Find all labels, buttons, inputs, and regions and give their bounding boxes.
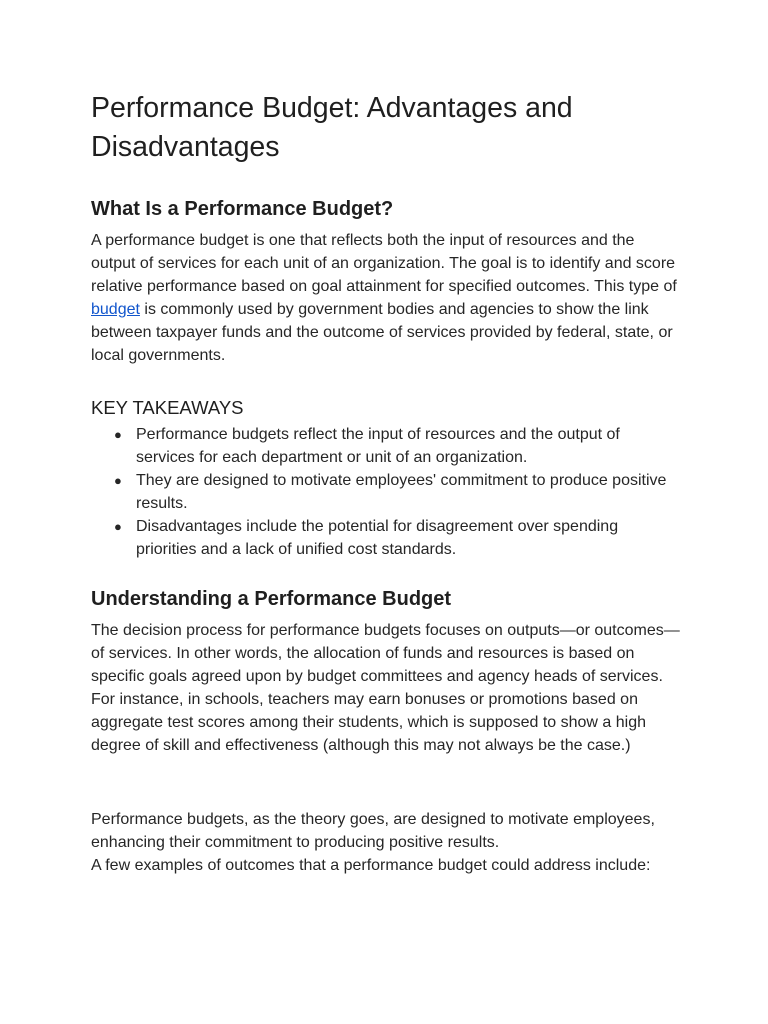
understanding-paragraph: The decision process for performance budgets focuses on outputs—or outcomes—of services. In other words, the allocation of funds and resources is based on specific goals agreed upon by budget committees and agency heads of services. For instance, in schools, teachers may earn bonuses or promotions based on aggregate test scores among their students, which is supposed to show a high degree of skill and effectiveness (although this may not always be the case.) bbox=[91, 622, 680, 754]
bullet-icon: ● bbox=[114, 519, 122, 534]
budget-link[interactable]: budget bbox=[91, 301, 140, 318]
section-heading-what-is: What Is a Performance Budget? bbox=[91, 198, 394, 220]
list-item bbox=[91, 469, 681, 515]
list-item-text: Performance budgets reflect the input of resources and the output of services for each department or unit of an organization. bbox=[136, 426, 620, 466]
bullet-icon: ● bbox=[114, 473, 122, 488]
key-takeaways-list bbox=[91, 423, 681, 561]
intro-text-end: is commonly used by government bodies and agencies to show the link between taxpayer funds and the outcome of services provided by federal, state, or local governments. bbox=[91, 301, 673, 364]
section-heading-understanding: Understanding a Performance Budget bbox=[91, 588, 452, 610]
intro-paragraph bbox=[91, 229, 681, 367]
intro-text-start: A performance budget is one that reflects both the input of resources and the output of services for each unit of an organization. The goal is to identify and score relative performance based on goal attainment for specified outcomes. This type of bbox=[91, 232, 677, 295]
key-takeaways-heading: KEY TAKEAWAYS bbox=[91, 397, 244, 418]
list-item-text: Disadvantages include the potential for disagreement over spending priorities and a lack of unified cost standards. bbox=[136, 518, 619, 558]
motivation-paragraph: Performance budgets, as the theory goes, are designed to motivate employees, enhancing their commitment to producing positive results. bbox=[91, 811, 655, 851]
document-title: Performance Budget: Advantages and Disadvantages bbox=[91, 92, 573, 163]
examples-intro-paragraph: A few examples of outcomes that a performance budget could address include: bbox=[91, 857, 651, 874]
list-item-text: They are designed to motivate employees' commitment to produce positive results. bbox=[136, 472, 667, 512]
list-item bbox=[91, 515, 681, 561]
bullet-icon: ● bbox=[114, 427, 122, 442]
list-item bbox=[91, 423, 681, 469]
